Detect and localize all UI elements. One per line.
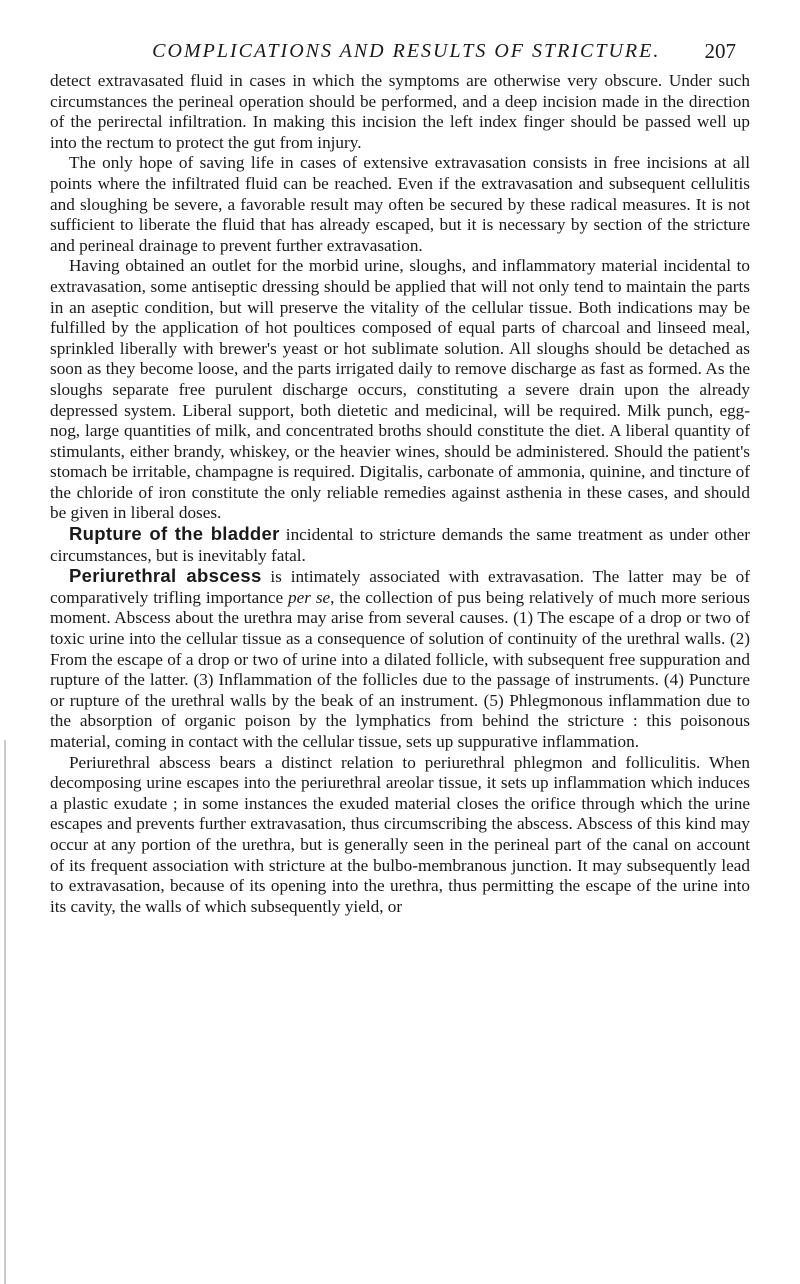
paragraph-incisions: The only hope of saving life in cases of extensive extravasation consists in free incisions at all points where the infiltrated fluid can be reached. Even if the extravasation and subsequent cellulitis and sloughing be severe, a favorable result may often be secured by these radical measures. It is not sufficient to liberate the fluid that has already escaped, but it is necessary by section of the stricture and perineal drainage to prevent further extravasation. [50, 153, 750, 255]
body-text [50, 71, 750, 917]
rupture-text: incidental to stricture demands the same treatment as under other circumstances, but is inevitably fatal. [50, 525, 750, 565]
paragraph-abscess-relation: Periurethral abscess bears a distinct relation to periurethral phlegmon and folliculitis. When decomposing urine escapes into the periurethral areolar tissue, it sets up inflammation which induces a plastic exudate ; in some instances the exuded material closes the orifice through which the urine escapes and prevents further extravasation, thus circumscribing the abscess. Abscess of this kind may occur at any portion of the urethra, but is generally seen in the perineal part of the canal on account of its frequent association with stricture at the bulbo-membranous junction. It may subsequently lead to extravasation, because of its opening into the urethra, thus permitting the escape of the urine into its cavity, the walls of which subsequently yield, or [50, 752, 750, 916]
paragraph-periurethral-abscess [50, 566, 750, 752]
abscess-text-a: is intimately associated with extravasation. The latter may be of comparatively trifling importance [50, 567, 750, 607]
abscess-text-b: , the collection of pus being relatively of much more serious moment. Abscess about the urethra may arise from several causes. (1) The escape of a drop or two of toxic urine into the cellular tissue as a consequence of solution of continuity of the urethral walls. (2) From the escape of a drop or two of urine into a dilated follicle, with subsequent free suppuration and rupture of the latter. (3) Inflammation of the follicles due to the passage of instruments. (4) Puncture or rupture of the urethral walls by the beak of an instrument. (5) Phlegmonous inflammation due to the absorption of organic poison by the lymphatics from behind the stricture : this poisonous material, coming in contact with the cellular tissue, sets up suppurative inflammation. [50, 587, 750, 751]
running-head: COMPLICATIONS AND RESULTS OF STRICTURE. [152, 39, 661, 62]
page-number: 207 [704, 38, 736, 63]
abscess-italic: per se [288, 587, 331, 607]
paragraph-continuation: detect extravasated fluid in cases in which the symptoms are otherwise very obscure. Under such circumstances the perineal operation should be performed, and a deep incision made in the direction of the perirectal infiltration. In making this incision the left index finger should be passed well up into the rectum to protect the gut from injury. [50, 71, 750, 152]
run-in-heading-rupture: Rupture of the bladder [69, 523, 280, 545]
paragraph-dressing: Having obtained an outlet for the morbid urine, sloughs, and inflammatory material incidental to extravasation, some antiseptic dressing should be applied that will not only tend to maintain the parts in an aseptic condition, but will preserve the vitality of the cellular tissue. Both indications may be fulfilled by the application of hot poultices composed of equal parts of charcoal and linseed meal, sprinkled liberally with brewer's yeast or hot sublimate solution. All sloughs should be detached as soon as they become loose, and the parts irrigated daily to remove discharge as fast as formed. As the sloughs separate free purulent discharge occurs, constituting a severe drain upon the already depressed system. Liberal support, both dietetic and medicinal, will be required. Milk punch, egg-nog, large quantities of milk, and concentrated broths should constitute the diet. A liberal quantity of stimulants, either brandy, whiskey, or the heavier wines, should be administered. Should the patient's stomach be irritable, champagne is required. Digitalis, carbonate of ammonia, quinine, and tincture of the chloride of iron constitute the only reliable remedies against asthenia in these cases, and should be given in liberal doses. [50, 256, 750, 523]
page-header [108, 36, 736, 66]
paragraph-rupture-bladder [50, 524, 750, 566]
margin-rule [4, 740, 6, 1284]
run-in-heading-abscess: Periurethral abscess [69, 565, 262, 587]
